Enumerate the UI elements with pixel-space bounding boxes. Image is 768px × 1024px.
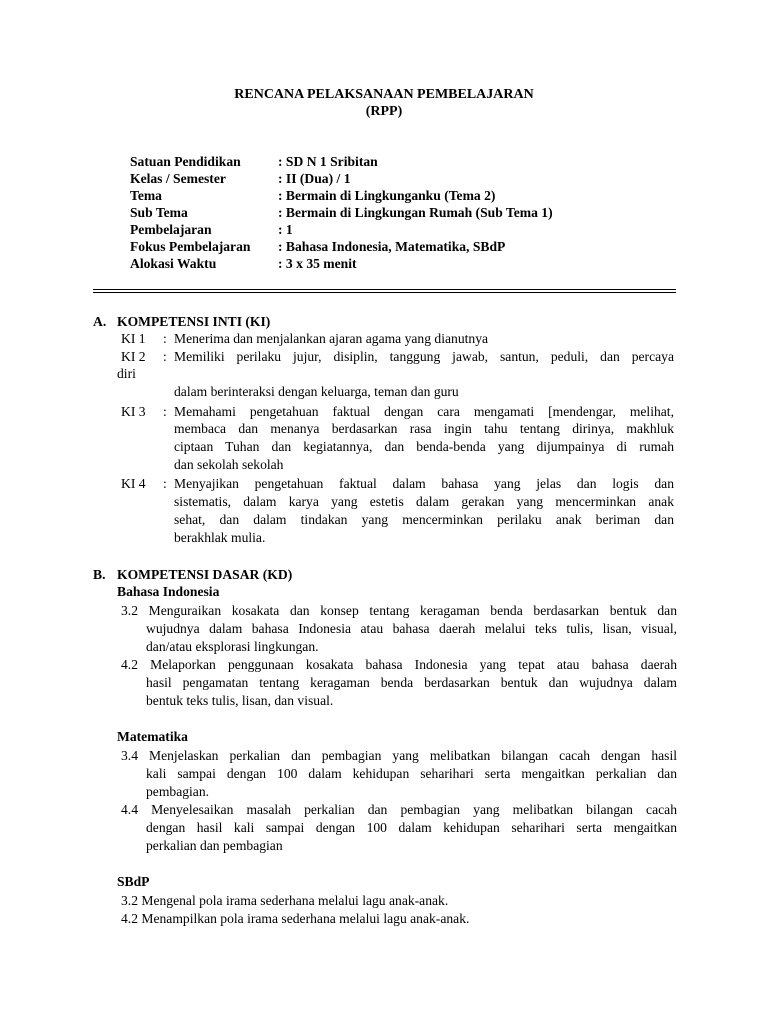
section-a-heading: KOMPETENSI INTI (KI) [117,314,271,329]
ki-text: ciptaan Tuhan dan kegiatannya, dan benda-benda yang dijumpainya di rumah [174,439,674,454]
identity-label: Satuan Pendidikan [130,154,241,169]
identity-value: : Bahasa Indonesia, Matematika, SBdP [278,239,506,254]
ki-code: KI 2 [121,349,146,364]
identity-label: Fokus Pembelajaran [130,239,251,254]
kd-text: kali sampai dengan 100 dalam kehidupan seharihari serta mengaitkan perkalian dan [146,766,677,781]
section-b-letter: B. [93,567,106,582]
identity-value: : SD N 1 Sribitan [278,154,378,169]
identity-value: : 3 x 35 menit [278,256,357,271]
ki-text: dan sekolah sekolah [174,457,284,472]
identity-label: Tema [130,188,162,203]
kd-text: 3.2 Mengenal pola irama sederhana melalui lagu anak-anak. [121,893,449,908]
kd-text: 4.2 Melaporkan penggunaan kosakata bahasa Indonesia yang tepat atau bahasa daerah [121,657,677,672]
ki-text: Memahami pengetahuan faktual dengan cara mengamati [mendengar, melihat, [174,404,674,419]
kd-text: perkalian dan pembagian [146,838,283,853]
document-title: RENCANA PELAKSANAAN PEMBELAJARAN [234,87,534,102]
ki-text: Menyajikan pengetahuan faktual dalam bahasa yang jelas dan logis dan [174,476,674,491]
kd-text: bentuk teks tulis, lisan, dan visual. [146,693,334,708]
identity-label: Alokasi Waktu [130,256,217,271]
identity-value: : 1 [278,222,293,237]
ki-code: KI 4 [121,476,146,491]
ki-text: dalam berinteraksi dengan keluarga, teman dan guru [174,384,459,399]
divider-line [93,289,676,290]
divider-line [93,292,676,293]
ki-separator: : [163,476,167,491]
section-a-letter: A. [93,314,107,329]
ki-separator: : [163,331,167,346]
kd-text: dengan hasil kali sampai dengan 100 dalam kehidupan seharihari serta mengaitkan [146,820,677,835]
ki-text: sistematis, dalam karya yang estetis dalam gerakan yang mencerminkan anak [174,494,674,509]
ki-text: Memiliki perilaku jujur, disiplin, tanggung jawab, santun, peduli, dan percaya [174,349,674,364]
ki-text: sehat, dan dalam tindakan yang mencerminkan perilaku anak beriman dan [174,512,674,527]
kd-text: 4.4 Menyelesaikan masalah perkalian dan pembagian yang melibatkan bilangan cacah [121,802,677,817]
subject-title: Matematika [117,729,188,744]
kd-text: hasil pengamatan tentang keragaman benda berdasarkan bentuk dan wujudnya dalam [146,675,677,690]
kd-text: wujudnya dalam bahasa Indonesia atau bahasa daerah melalui teks tulis, lisan, visual, [146,621,677,636]
ki-text: Menerima dan menjalankan ajaran agama yang dianutnya [174,331,489,346]
ki-separator: : [163,404,167,419]
identity-label: Kelas / Semester [130,171,226,186]
document-subtitle: (RPP) [365,104,403,119]
kd-text: 4.2 Menampilkan pola irama sederhana melalui lagu anak-anak. [121,911,470,926]
ki-text: membaca dan menanya berdasarkan rasa ingin tahu tentang dirinya, makhluk [174,421,674,436]
kd-text: dan/atau eksplorasi lingkungan. [146,639,319,654]
ki-text: berakhlak mulia. [174,530,266,545]
subject-title: Bahasa Indonesia [117,584,220,599]
identity-value: : Bermain di Lingkunganku (Tema 2) [278,188,496,203]
section-b-heading: KOMPETENSI DASAR (KD) [117,567,293,582]
identity-value: : Bermain di Lingkungan Rumah (Sub Tema 1) [278,205,553,220]
kd-text: 3.4 Menjelaskan perkalian dan pembagian yang melibatkan bilangan cacah dengan hasil [121,748,677,763]
identity-label: Pembelajaran [130,222,212,237]
kd-text: 3.2 Menguraikan kosakata dan konsep tentang keragaman benda berdasarkan bentuk dan [121,603,677,618]
kd-text: pembagian. [146,784,210,799]
identity-value: : II (Dua) / 1 [278,171,351,186]
ki-separator: : [163,349,167,364]
ki-code: KI 3 [121,404,146,419]
ki-text: diri [117,366,136,381]
ki-code: KI 1 [121,331,146,346]
subject-title: SBdP [117,874,150,889]
identity-label: Sub Tema [130,205,188,220]
